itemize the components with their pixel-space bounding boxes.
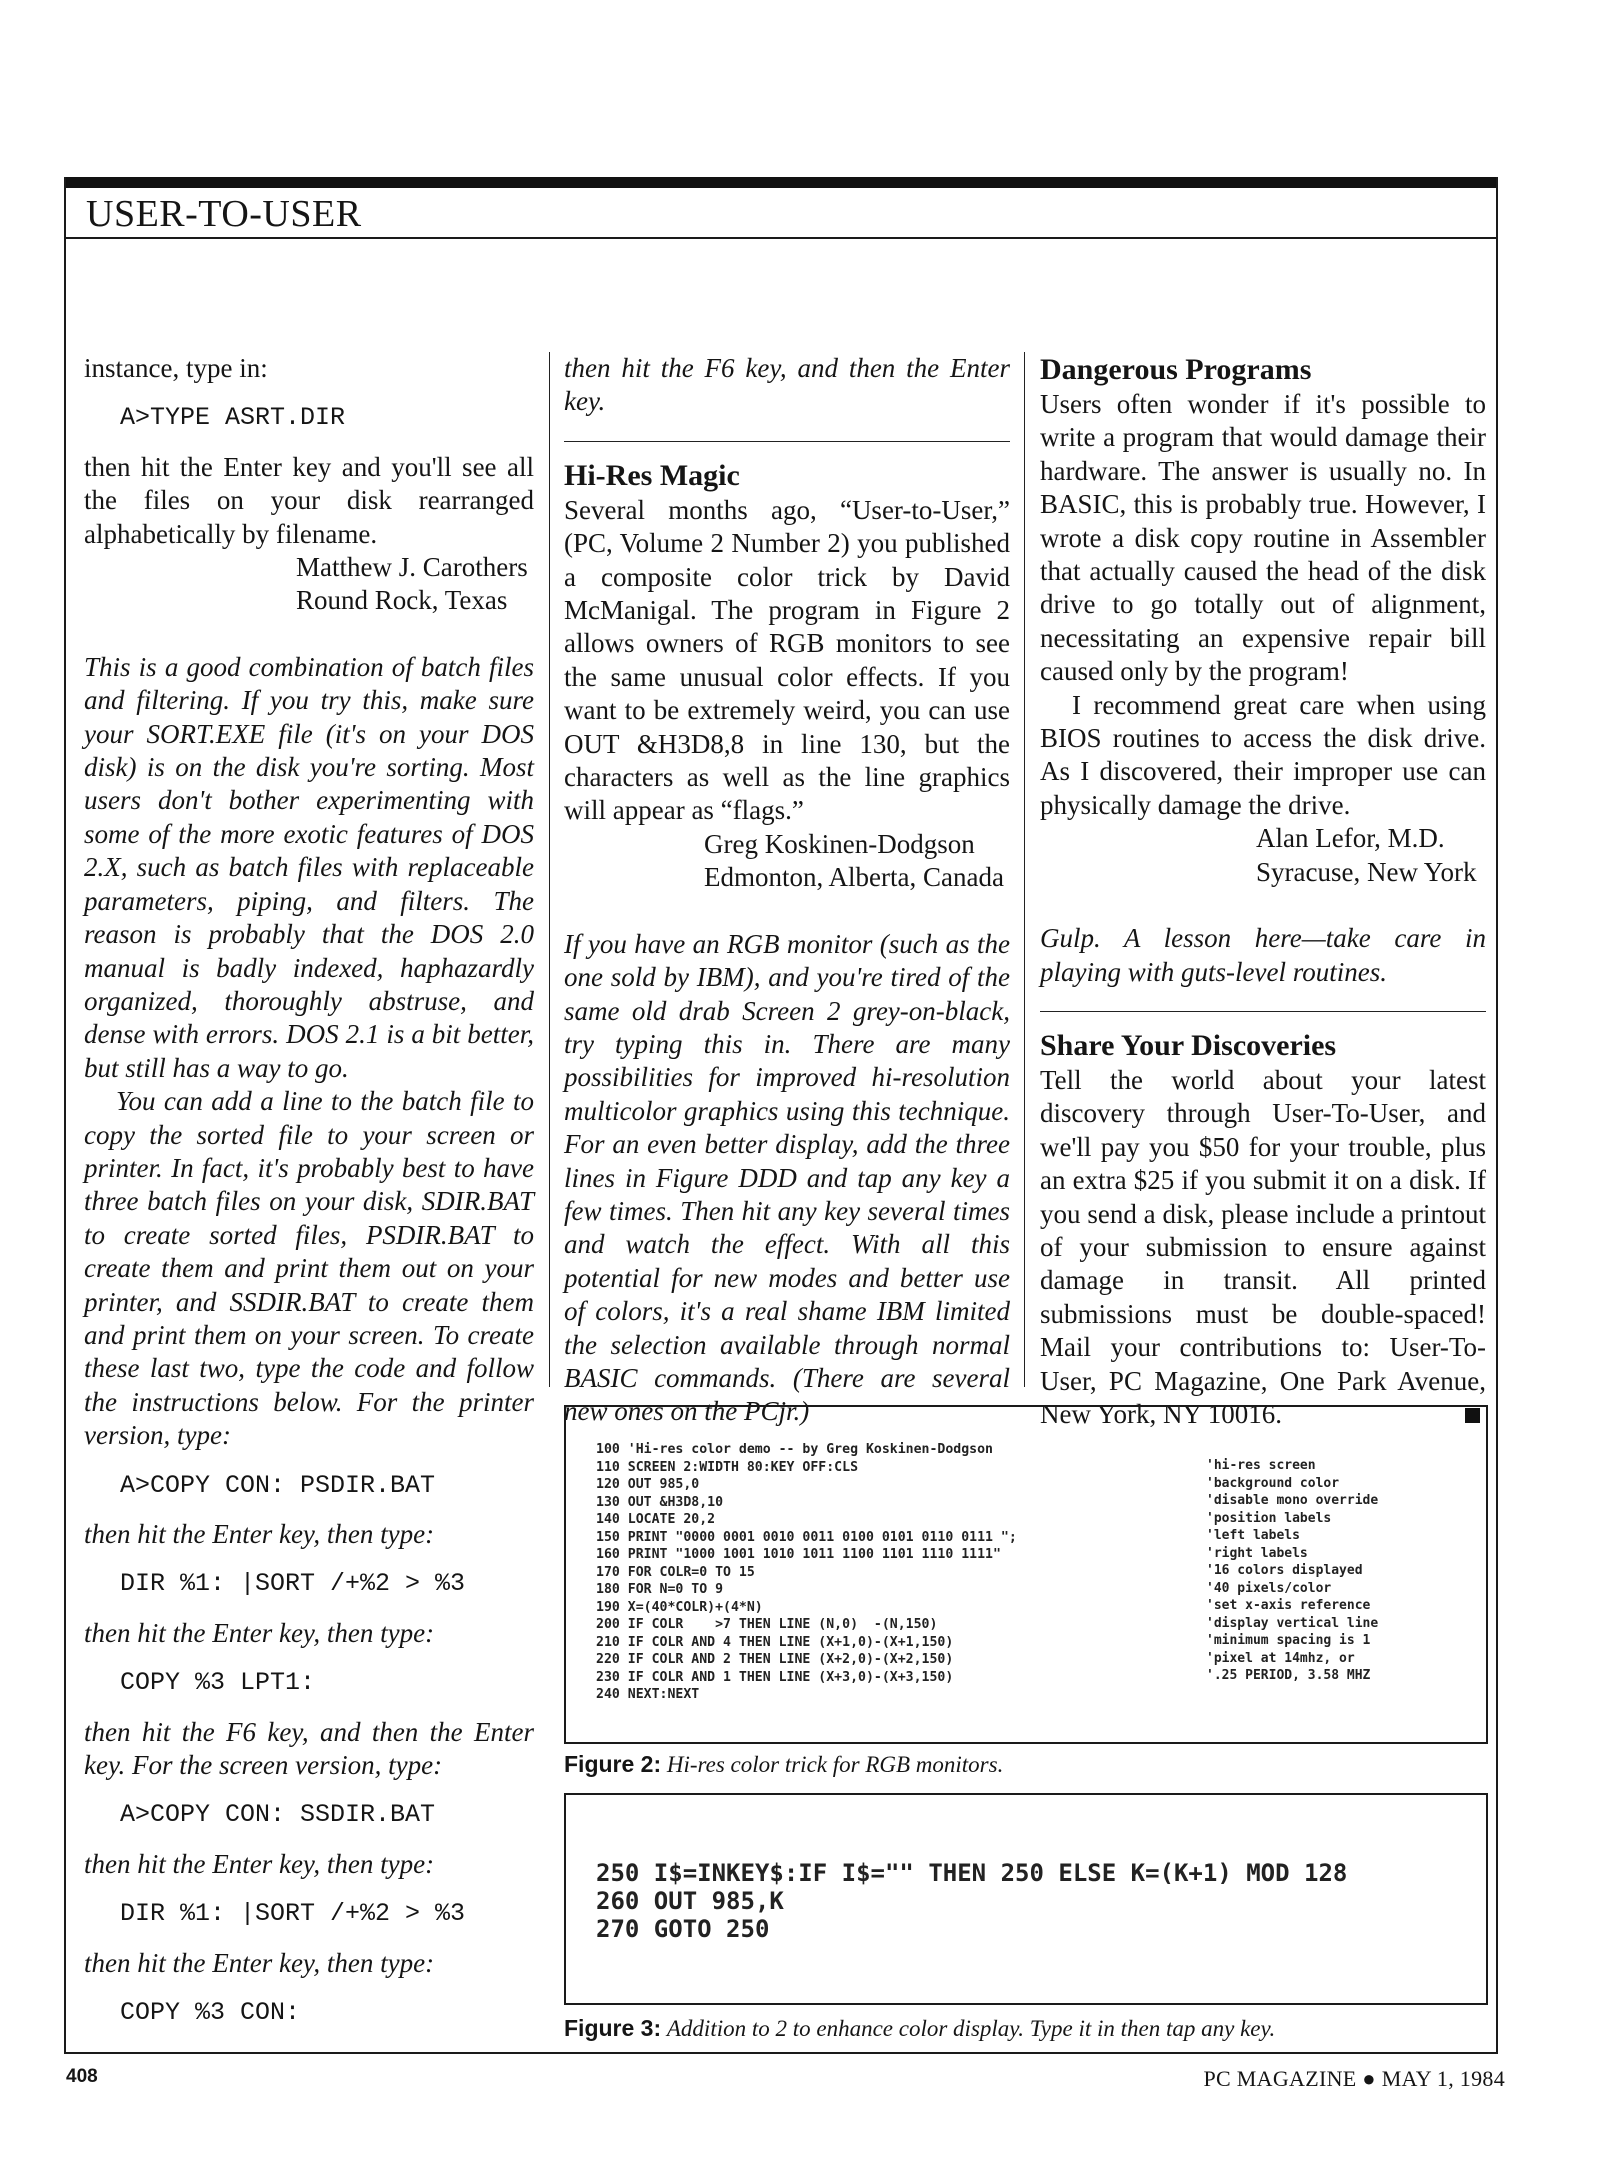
basic-program-listing: 250 I$=INKEY$:IF I$="" THEN 250 ELSE K=(K+1) MOD 128 260 OUT 985,K 270 GOTO 250: [596, 1859, 1348, 1943]
editor-note: If you have an RGB monitor (such as the one sold by IBM), and you're tired of the same old drab Screen 2 grey-on-black, try typing this in. There are many possibilities for improved hi-resolution multicolor graphics using this technique. For an even better display, add the three lines in Figure DDD and tap any key a few times. Then hit any key several times and watch the effect. With all this potential for new modes and better use of colors, it's a real shame IBM limited the selection available through normal BASIC commands. (There are several new ones on the PCjr.): [564, 928, 1010, 1427]
article-heading: Dangerous Programs: [1040, 353, 1312, 386]
column-3: [1040, 352, 1486, 1431]
code-line: A>TYPE ASRT.DIR: [120, 403, 346, 433]
editor-note: Gulp. A lesson here—take care in playing with guts-level routines.: [1040, 923, 1486, 987]
instruction: then hit the Enter key, then type:: [84, 1617, 435, 1648]
section-title: USER-TO-USER: [86, 193, 362, 235]
author-location: Edmonton, Alberta, Canada: [704, 862, 1004, 893]
article-heading: Hi-Res Magic: [564, 458, 740, 492]
figure-3-box: [564, 1793, 1488, 2005]
caption-text: Hi-res color trick for RGB monitors.: [666, 1752, 1004, 1777]
column-1: [84, 352, 534, 2045]
basic-program-listing: 100 'Hi-res color demo -- by Greg Koskinen-Dodgson 110 SCREEN 2:WIDTH 80:KEY OFF:CLS 120 OUT 985,0 130 OUT &H3D8,10 140 LOCATE 20,2 150 PRINT "0000 0001 0010 0011 0100 0101 0110 0111 "; 160 PRINT "1000 1001 1010 1011 1100 1101 1110 1111" 170 FOR COLR=0 TO 15 180 FOR N=0 TO 9 190 X=(40*COLR)+(4*N) 200 IF COLR >7 THEN LINE (N,0) -(N,150) 210 IF COLR AND 4 THEN LINE (X+1,0)-(X+1,150) 220 IF COLR AND 2 THEN LINE (X+2,0)-(X+2,150) 230 IF COLR AND 1 THEN LINE (X+3,0)-(X+3,150) 240 NEXT:NEXT: [596, 1442, 1017, 1702]
code-line: A>COPY CON: SSDIR.BAT: [120, 1800, 436, 1830]
section-header: [64, 188, 1498, 239]
code-line: COPY %3 CON:: [120, 1998, 301, 2028]
figure-3-caption: [564, 2015, 1275, 2042]
publication-line: PC MAGAZINE ● MAY 1, 1984: [1203, 2066, 1505, 2091]
caption-label: Figure 2:: [564, 1751, 662, 1777]
code-line: DIR %1: |SORT /+%2 > %3: [120, 1569, 466, 1599]
instruction: then hit the Enter key, then type:: [84, 1947, 435, 1978]
paragraph: then hit the Enter key and you'll see all the files on your disk rearranged alphabetically by filename.: [84, 451, 534, 549]
author-location: Syracuse, New York: [1256, 856, 1477, 887]
figure-2-box: [564, 1405, 1488, 1744]
paragraph: [1040, 1064, 1486, 1431]
section-divider: [564, 441, 1010, 442]
instruction: then hit the Enter key, then type:: [84, 1519, 435, 1549]
instruction: then hit the Enter key, then type:: [84, 1848, 435, 1879]
paragraph: Several months ago, “User-to-User,” (PC, Volume 2 Number 2) you published a composite color trick by David McManigal. The program in Figure 2 allows owners of RGB monitors to see the same unusual color effects. If you want to be extremely weird, you can use OUT &H3D8,8 in line 130, but the characters as well as the line graphics will appear as “flags.”: [564, 494, 1010, 826]
paragraph: I recommend great care when using BIOS routines to access the disk drive. As I discovered, their improper use can physically damage the drive.: [1040, 689, 1486, 820]
page-number: 408: [66, 2066, 98, 2087]
column-rule: [549, 352, 550, 1387]
author-name: Matthew J. Carothers: [296, 552, 528, 583]
instruction: then hit the F6 key, and then the Enter key.: [564, 353, 1010, 417]
paragraph: instance, type in:: [84, 353, 268, 383]
figure-2-caption: [564, 1751, 1003, 1778]
author-location: Round Rock, Texas: [296, 585, 508, 616]
instruction: then hit the F6 key, and then the Enter key. For the screen version, type:: [84, 1716, 534, 1781]
caption-label: Figure 3:: [564, 2015, 662, 2041]
listing-comments: 'hi-res screen 'background color 'disable mono override 'position labels 'left labels 'right labels '16 colors displayed '40 pixels/color 'set x-axis reference 'display vertical line 'minimum spacing is 1 'pixel at 14mhz, or '.25 PERIOD, 3.58 MHZ: [1206, 1458, 1379, 1683]
author-name: Alan Lefor, M.D.: [1256, 823, 1445, 854]
code-line: A>COPY CON: PSDIR.BAT: [120, 1470, 436, 1500]
editor-note: This is a good combination of batch files and filtering. If you try this, make sure your SORT.EXE file (it's on your DOS disk) is on the disk you're sorting. Most users don't bother experimenting with some of the more exotic features of DOS 2.X, such as batch files with replaceable parameters, piping, and filters. The reason is probably that the DOS 2.0 manual is badly indexed, haphazardly organized, thoroughly abstruse, and dense with errors. DOS 2.1 is a bit better, but still has a way to go.: [84, 651, 534, 1083]
submission-info: Tell the world about your latest discovery through User-To-User, and we'll pay you $50 for your trouble, plus an extra $25 if you submit it on a disk. If you send a disk, please include a printout of your submission to ensure against damage in transit. All printed submissions must be double-spaced! Mail your contributions to: User-To-User, PC Magazine, One Park Avenue, New York, NY 10016.: [1040, 1064, 1486, 1429]
caption-text: Addition to 2 to enhance color display. Type it in then tap any key.: [666, 2016, 1276, 2041]
column-rule: [1024, 352, 1025, 1387]
paragraph: Users often wonder if it's possible to write a program that would damage their hardware. The answer is usually no. In BASIC, this is probably true. However, I wrote a disk copy routine in Assembler that actually caused the head of the disk drive to go totally out of alignment, necessitating an expensive repair bill caused only by the program!: [1040, 389, 1486, 687]
section-divider: [1040, 1011, 1486, 1012]
code-line: DIR %1: |SORT /+%2 > %3: [120, 1899, 466, 1929]
editor-note: You can add a line to the batch file to copy the sorted file to your screen or printer. In fact, it's probably best to have three batch files on your disk, SDIR.BAT to create sorted files, PSDIR.BAT to create them and print them out on your printer, and SSDIR.BAT to create them and print them on your screen. To create these last two, type the code and follow the instructions below. For the printer version, type:: [84, 1086, 534, 1451]
code-line: COPY %3 LPT1:: [120, 1668, 316, 1698]
author-name: Greg Koskinen-Dodgson: [704, 828, 975, 859]
article-heading: Share Your Discoveries: [1040, 1028, 1337, 1062]
column-2: [564, 352, 1010, 1429]
